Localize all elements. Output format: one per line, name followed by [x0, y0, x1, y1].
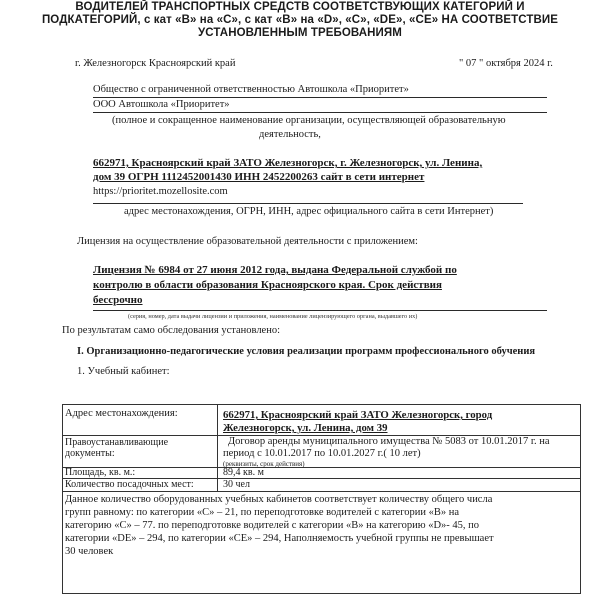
- seats-label: Количество посадочных мест:: [65, 479, 194, 490]
- license-line-3: бессрочно: [93, 294, 143, 306]
- documents-value-line-1: Договор аренды муниципального имущества № 5083 от 10.01.2017 г. на: [228, 436, 550, 447]
- item-1: 1. Учебный кабинет:: [77, 366, 170, 377]
- groups-text-line-2: групп равному: по категории «С» – 21, по переподготовке водителей с категории «В» на: [65, 507, 460, 518]
- groups-text-line-3: категорию «С» – 77. по переподготовке водителей с категории «В» на категорию «D»- 45, по: [65, 520, 480, 531]
- license-caption: (серия, номер, дата выдачи лицензии и приложения, наименование лицензирующего органа, выдавшего их): [128, 313, 418, 320]
- seats-value: 30 чел: [223, 479, 250, 490]
- organization-short-name: ООО Автошкола «Приоритет»: [93, 99, 230, 110]
- underline: [93, 112, 547, 113]
- groups-text-line-1: Данное количество оборудованных учебных кабинетов соответствует количеству общего числа: [65, 494, 493, 505]
- address-label: Адрес местонахождения:: [65, 408, 178, 419]
- address-value-line-1: 662971, Красноярский край ЗАТО Железногорск, город: [223, 409, 493, 421]
- groups-text-line-4: категории «DE» – 294, по категории «СЕ» – 294, Наполняемость учебной группы не превышает: [65, 533, 494, 544]
- underline: [93, 310, 547, 311]
- survey-intro: По результатам само обследования установлено:: [62, 325, 281, 336]
- row-divider: [63, 491, 580, 492]
- organization-full-name: Общество с ограниченной ответственностью Автошкола «Приоритет»: [93, 84, 409, 95]
- place: г. Железногорск Красноярский край: [75, 58, 236, 69]
- license-line-2: контролю в области образования Красноярского края. Срок действия: [93, 279, 442, 291]
- organization-caption-line-1: (полное и сокращенное наименование организации, осуществляющей образовательную: [112, 115, 506, 126]
- groups-text-line-5: 30 человек: [65, 546, 114, 557]
- documents-caption: (реквизиты, срок действия): [223, 460, 305, 468]
- address-line-2: дом 39 ОГРН 1112452001430 ИНН 2452200263 сайт в сети интернет: [93, 171, 425, 183]
- website: https://prioritet.mozellosite.com: [93, 186, 228, 197]
- row-divider: [63, 467, 580, 468]
- classroom-table: [62, 404, 581, 594]
- area-value: 89,4 кв. м: [223, 467, 264, 478]
- documents-label-line-2: документы:: [65, 448, 115, 459]
- organization-caption-line-2: деятельность,: [259, 129, 321, 140]
- documents-label-line-1: Правоустанавливающие: [65, 437, 169, 448]
- document-title-line-1: ВОДИТЕЛЕЙ ТРАНСПОРТНЫХ СРЕДСТВ СООТВЕТСТВУЮЩИХ КАТЕГОРИЙ И: [75, 1, 525, 13]
- license-line-1: Лицензия № 6984 от 27 июня 2012 года, выдана Федеральной службой по: [93, 264, 457, 276]
- documents-value-line-2: период с 10.01.2017 по 10.01.2027 г.( 10 лет): [223, 448, 421, 459]
- area-label: Площадь, кв. м.:: [65, 467, 136, 478]
- document-title-line-2: ПОДКАТЕГОРИЙ, с кат «В» на «С», с кат «В» на «D», «С», «DE», «СЕ» НА СООТВЕТСТВИЕ: [41, 14, 559, 26]
- address-caption: адрес местонахождения, ОГРН, ИНН, адрес официального сайта в сети Интернет): [124, 206, 494, 217]
- address-line-1: 662971, Красноярский край ЗАТО Железногорск, г. Железногорск, ул. Ленина,: [93, 157, 483, 169]
- license-intro: Лицензия на осуществление образовательной деятельности с приложением:: [77, 236, 418, 247]
- document-title-line-3: УСТАНОВЛЕННЫМ ТРЕБОВАНИЯМ: [198, 27, 402, 39]
- underline: [93, 97, 547, 98]
- section-title: I. Организационно-педагогические условия реализации программ профессионального обучения: [77, 346, 536, 357]
- date: " 07 " октября 2024 г.: [459, 58, 553, 69]
- underline: [93, 203, 523, 204]
- address-value-line-2: Железногорск, ул. Ленина, дом 39: [223, 422, 388, 434]
